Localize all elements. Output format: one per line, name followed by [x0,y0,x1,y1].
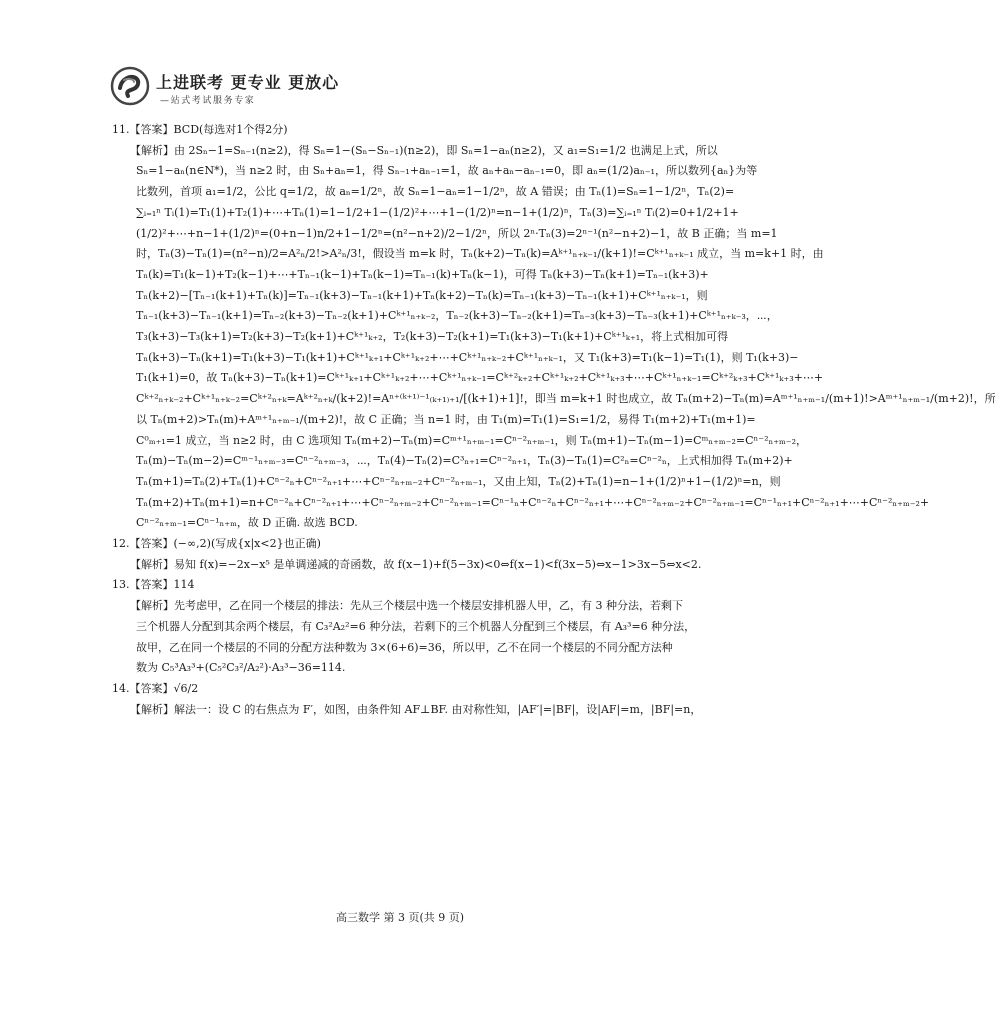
text-line: Cᵏ⁺²ₙ₊ₖ₋₂+Cᵏ⁺¹ₙ₊ₖ₋₂=Cᵏ⁺²ₙ₊ₖ=Aᵏ⁺²ₙ₊ₖ/(k+2)!=Aⁿ⁺⁽ᵏ⁺¹⁾⁻¹₍ₖ₊₁₎₊₁/[(k+1)+1]!，即当 m=k+1 时也成立，故 Tₙ(m+2)−Tₙ(m)=Aᵐ⁺¹ₙ₊ₘ₋₁/(m+1)!>Aᵐ⁺¹ₙ₊ₘ₋₁/(m+2)!，所 [136,392,996,406]
text-line: Tₙ(m+1)=Tₙ(2)+Tₙ(1)+Cⁿ⁻²ₙ+Cⁿ⁻²ₙ₊₁+⋯+Cⁿ⁻²ₙ₊ₘ₋₂+Cⁿ⁻²ₙ₊ₘ₋₁，又由上知，Tₙ(2)+Tₙ(1)=n−1+(1/2)ⁿ+1−(1/2)ⁿ=n，则 [136,474,781,488]
text-line: Tₙ₋₁(k+3)−Tₙ₋₁(k+1)=Tₙ₋₂(k+3)−Tₙ₋₂(k+1)+Cᵏ⁺¹ₙ₊ₖ₋₂，Tₙ₋₂(k+3)−Tₙ₋₂(k+1)=Tₙ₋₃(k+3)−Tₙ₋₃(k+1)+Cᵏ⁺¹ₙ₊ₖ₋₃，⋯， [136,309,778,323]
text-line: 14.【答案】√6/2 [112,681,199,695]
text-line: 以 Tₙ(m+2)>Tₙ(m)+Aᵐ⁺¹ₙ₊ₘ₋₁/(m+2)!，故 C 正确；当 n=1 时，由 T₁(m)=T₁(1)=S₁=1/2，易得 T₁(m+2)+T₁(m+1)= [136,412,756,426]
text-line: T₁(k+1)=0，故 Tₙ(k+3)−Tₙ(k+1)=Cᵏ⁺¹ₖ₊₁+Cᵏ⁺¹ₖ₊₂+⋯+Cᵏ⁺¹ₙ₊ₖ₋₁=Cᵏ⁺²ₖ₊₂+Cᵏ⁺¹ₖ₊₂+Cᵏ⁺¹ₖ₊₃+⋯+Cᵏ⁺¹ₙ₊ₖ₋₁=Cᵏ⁺²ₖ₊₃+Cᵏ⁺¹ₖ₊₃+⋯+ [136,371,824,385]
text-line: 【解析】先考虑甲，乙在同一个楼层的排法：先从三个楼层中选一个楼层安排机器人甲，乙，有 3 种分法，若剩下 [130,599,683,613]
text-line: 三个机器人分配到其余两个楼层，有 C₃²A₂²=6 种分法，若剩下的三个机器人分配到三个楼层，有 A₃³=6 种分法， [136,619,696,633]
text-line: Tₙ(k)=T₁(k−1)+T₂(k−1)+⋯+Tₙ₋₁(k−1)+Tₙ(k−1)=Tₙ₋₁(k)+Tₙ(k−1)，可得 Tₙ(k+3)−Tₙ(k+1)=Tₙ₋₁(k+3)+ [136,267,709,281]
brand-subtitle: —站式考试服务专家 [160,96,256,106]
text-line: ∑ᵢ₌₁ⁿ Tᵢ(1)=T₁(1)+T₂(1)+⋯+Tₙ(1)=1−1/2+1−(1/2)²+⋯+1−(1/2)ⁿ=n−1+(1/2)ⁿ，Tₙ(3)=∑ᵢ₌₁ⁿ Tᵢ(2)=0+1/2+1+ [136,205,739,219]
text-line: 【解析】易知 f(x)=−2x−x⁵ 是单调递减的奇函数，故 f(x−1)+f(5−3x)<0⇔f(x−1)<f(3x−5)⇔x−1>3x−5⇔x<2. [130,557,702,571]
text-line: Tₙ(m)−Tₙ(m−2)=Cᵐ⁻¹ₙ₊ₘ₋₃=Cⁿ⁻²ₙ₊ₘ₋₃，⋯，Tₙ(4)−Tₙ(2)=C³ₙ₊₁=Cⁿ⁻²ₙ₊₁，Tₙ(3)−Tₙ(1)=C²ₙ=Cⁿ⁻²ₙ，上式相加得 Tₙ(m+2)+ [136,454,793,468]
header [110,66,730,116]
brand-title: 上进联考 更专业 更放心 [156,73,340,92]
text-line: 比数列，首项 a₁=1/2，公比 q=1/2，故 aₙ=1/2ⁿ，故 Sₙ=1−aₙ=1−1/2ⁿ，故 A 错误；由 Tₙ(1)=Sₙ=1−1/2ⁿ，Tₙ(2)= [136,185,735,199]
text-line: Cⁿ⁻²ₙ₊ₘ₋₁=Cⁿ⁻¹ₙ₊ₘ，故 D 正确. 故选 BCD. [136,516,358,530]
text-line: 11.【答案】BCD(每选对1个得2分) [112,123,288,136]
text-line: 13.【答案】114 [112,578,195,592]
swirl-logo-icon [110,66,150,106]
text-line: T₃(k+3)−T₃(k+1)=T₂(k+3)−T₂(k+1)+Cᵏ⁺¹ₖ₊₂，T₂(k+3)−T₂(k+1)=T₁(k+3)−T₁(k+1)+Cᵏ⁺¹ₖ₊₁，将上式相加可得 [136,330,729,344]
text-line: 故甲，乙在同一个楼层的不同的分配方法种数为 3×(6+6)=36，所以甲，乙不在同一个楼层的不同分配方法种 [136,640,673,654]
text-line: (1/2)²+⋯+n−1+(1/2)ⁿ=(0+n−1)n/2+1−1/2ⁿ=(n²−n+2)/2−1/2ⁿ，所以 2ⁿ·Tₙ(3)=2ⁿ⁻¹(n²−n+2)−1，故 B 正确；当 m=1 [136,226,778,240]
text-line: 数为 C₅³A₃³+(C₅²C₃²/A₂²)·A₃³−36=114. [136,661,346,675]
text-line: 12.【答案】(−∞,2)(写成{x|x<2}也正确) [112,537,321,551]
text-line: 【解析】解法一：设 C 的右焦点为 F′，如图，由条件知 AF⊥BF. 由对称性知，|AF′|=|BF|，设|AF|=m，|BF|=n， [130,702,702,716]
text-line: Tₙ(m+2)+Tₙ(m+1)=n+Cⁿ⁻²ₙ+Cⁿ⁻²ₙ₊₁+⋯+Cⁿ⁻²ₙ₊ₘ₋₂+Cⁿ⁻²ₙ₊ₘ₋₁=Cⁿ⁻¹ₙ+Cⁿ⁻²ₙ+Cⁿ⁻²ₙ₊₁+⋯+Cⁿ⁻²ₙ₊ₘ₋₂+Cⁿ⁻²ₙ₊ₘ₋₁=Cⁿ⁻¹ₙ₊₁+Cⁿ⁻²ₙ₊₁+⋯+Cⁿ⁻²ₙ₊ₘ₋₂+ [136,495,930,509]
text-line: C⁰ₘ₊₁=1 成立，当 n≥2 时，由 C 选项知 Tₙ(m+2)−Tₙ(m)=Cᵐ⁺¹ₙ₊ₘ₋₁=Cⁿ⁻²ₙ₊ₘ₋₁，则 Tₙ(m+1)−Tₙ(m−1)=Cᵐₙ₊ₘ₋₂=Cⁿ⁻²ₙ₊ₘ₋₂， [136,433,808,447]
text-line: Sₙ=1−aₙ(n∈N*)，当 n≥2 时，由 Sₙ+aₙ=1，得 Sₙ₋₁+aₙ₋₁=1，故 aₙ+aₙ−aₙ₋₁=0，即 aₙ=(1/2)aₙ₋₁，所以数列{aₙ}为等 [136,164,758,178]
text-line: Tₙ(k+3)−Tₙ(k+1)=T₁(k+3)−T₁(k+1)+Cᵏ⁺¹ₖ₊₁+Cᵏ⁺¹ₖ₊₂+⋯+Cᵏ⁺¹ₙ₊ₖ₋₂+Cᵏ⁺¹ₙ₊ₖ₋₁，又 T₁(k+3)=T₁(k−1)=T₁(1)，则 T₁(k+3)− [136,350,799,364]
page-footer: 高三数学 第 3 页(共 9 页) [335,911,465,924]
text-line: 时，Tₙ(3)−Tₙ(1)=(n²−n)/2=A²ₙ/2!>A²ₙ/3!，假设当 m=k 时，Tₙ(k+2)−Tₙ(k)=Aᵏ⁺¹ₙ₊ₖ₋₁/(k+1)!=Cᵏ⁺¹ₙ₊ₖ₋₁ 成立，当 m=k+1 时，由 [136,247,824,261]
text-line: 【解析】由 2Sₙ−1=Sₙ₋₁(n≥2)，得 Sₙ=1−(Sₙ−Sₙ₋₁)(n≥2)，即 Sₙ=1−aₙ(n≥2)，又 a₁=S₁=1/2 也满足上式，所以 [130,143,718,157]
text-line: Tₙ(k+2)−[Tₙ₋₁(k+1)+Tₙ(k)]=Tₙ₋₁(k+3)−Tₙ₋₁(k+1)+Tₙ(k+2)−Tₙ(k)=Tₙ₋₁(k+3)−Tₙ₋₁(k+1)+Cᵏ⁺¹ₙ₊ₖ₋₁，则 [136,288,708,302]
solution-content [112,120,996,720]
